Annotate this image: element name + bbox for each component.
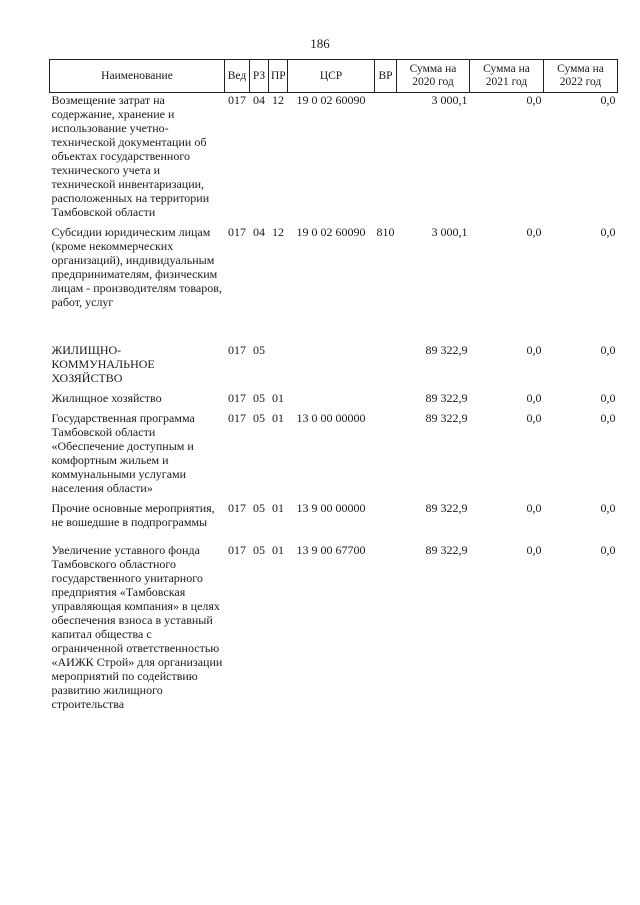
header-rz: РЗ (250, 60, 269, 93)
row-sum-2020: 89 322,9 (425, 343, 468, 357)
row-sum-2020: 89 322,9 (425, 411, 468, 425)
row-name: Увеличение уставного фонда Тамбовского областного государственного унитарного предприятия «Тамбовская управляющая компания» в целях обеспечения взноса в уставный капитал общества с ограниченной ответственностью «АИЖК Строй» для организации мероприятий по содействию развитию жилищного строительства (51, 543, 223, 711)
row-sum-2022: 0,0 (600, 93, 616, 107)
row-sum-2021: 0,0 (526, 391, 542, 405)
row-sum-2020: 89 322,9 (425, 543, 468, 557)
header-sum-2022: Сумма на 2022 год (544, 60, 618, 93)
table-row (50, 411, 618, 501)
row-vr (375, 391, 397, 411)
row-pr (269, 343, 288, 391)
row-sum-2022: 0,0 (600, 343, 616, 357)
row-ved: 017 (228, 225, 246, 239)
row-vr (375, 501, 397, 543)
row-name: Возмещение затрат на содержание, хранение и использование учетно-технической документации об объектах государственного технического учета и технической инвентаризации, расположенных на территории Тамбовской области (51, 93, 210, 219)
row-vr: 810 (376, 225, 395, 239)
row-csr: 13 0 00 00000 (296, 411, 366, 425)
row-csr (288, 343, 375, 391)
row-pr: 12 (272, 225, 284, 239)
row-sum-2021: 0,0 (526, 225, 542, 239)
row-csr: 19 0 02 60090 (296, 225, 366, 239)
row-pr: 01 (272, 411, 284, 425)
row-sum-2022: 0,0 (600, 411, 616, 425)
table-header-row (50, 60, 618, 93)
row-csr (288, 391, 375, 411)
row-sum-2021: 0,0 (526, 93, 542, 107)
row-vr (375, 543, 397, 717)
row-vr (375, 343, 397, 391)
row-rz: 05 (253, 543, 265, 557)
budget-table (49, 59, 618, 717)
row-ved: 017 (228, 343, 246, 357)
row-sum-2020: 3 000,1 (431, 225, 468, 239)
page-number: 186 (310, 36, 330, 51)
header-sum-2021: Сумма на 2021 год (470, 60, 544, 93)
row-sum-2021: 0,0 (526, 411, 542, 425)
row-ved: 017 (228, 391, 246, 405)
header-name: Наименование (50, 60, 225, 93)
row-vr (375, 93, 397, 226)
row-name: ЖИЛИЩНО-КОММУНАЛЬНОЕ ХОЗЯЙСТВО (51, 343, 155, 385)
row-rz: 05 (253, 501, 265, 515)
row-rz: 04 (253, 225, 265, 239)
table-row (50, 391, 618, 411)
row-rz: 05 (253, 343, 265, 357)
row-vr (375, 411, 397, 501)
row-sum-2020: 89 322,9 (425, 391, 468, 405)
row-sum-2020: 89 322,9 (425, 501, 468, 515)
row-ved: 017 (228, 543, 246, 557)
row-name: Субсидии юридическим лицам (кроме некоммерческих организаций), индивидуальным предпринимателям, физическим лицам - производителям товаров, работ, услуг (51, 225, 222, 309)
table-row (50, 343, 618, 391)
row-name: Прочие основные мероприятия, не вошедшие в подпрограммы (51, 501, 215, 529)
row-sum-2022: 0,0 (600, 501, 616, 515)
row-csr: 13 9 00 00000 (296, 501, 366, 515)
row-rz: 05 (253, 391, 265, 405)
row-sum-2021: 0,0 (526, 343, 542, 357)
row-sum-2021: 0,0 (526, 501, 542, 515)
row-csr: 13 9 00 67700 (296, 543, 366, 557)
row-name: Жилищное хозяйство (51, 391, 162, 405)
header-pr: ПР (269, 60, 288, 93)
header-sum-2020: Сумма на 2020 год (397, 60, 470, 93)
table-row (50, 543, 618, 717)
row-rz: 04 (253, 93, 265, 107)
header-vr: ВР (375, 60, 397, 93)
table-row (50, 501, 618, 543)
row-pr: 12 (272, 93, 284, 107)
row-ved: 017 (228, 411, 246, 425)
row-ved: 017 (228, 501, 246, 515)
row-sum-2022: 0,0 (600, 391, 616, 405)
row-ved: 017 (228, 93, 246, 107)
header-ved: Вед (225, 60, 250, 93)
row-rz: 05 (253, 411, 265, 425)
row-sum-2021: 0,0 (526, 543, 542, 557)
row-sum-2022: 0,0 (600, 543, 616, 557)
table-row (50, 93, 618, 226)
row-pr: 01 (272, 543, 284, 557)
table-row (50, 225, 618, 343)
row-csr: 19 0 02 60090 (296, 93, 366, 107)
header-csr: ЦСР (288, 60, 375, 93)
row-pr: 01 (272, 391, 284, 405)
row-name: Государственная программа Тамбовской области «Обеспечение доступным и комфортным жильем и коммунальными услугами населения области» (51, 411, 195, 495)
row-pr: 01 (272, 501, 284, 515)
row-sum-2020: 3 000,1 (431, 93, 468, 107)
row-sum-2022: 0,0 (600, 225, 616, 239)
